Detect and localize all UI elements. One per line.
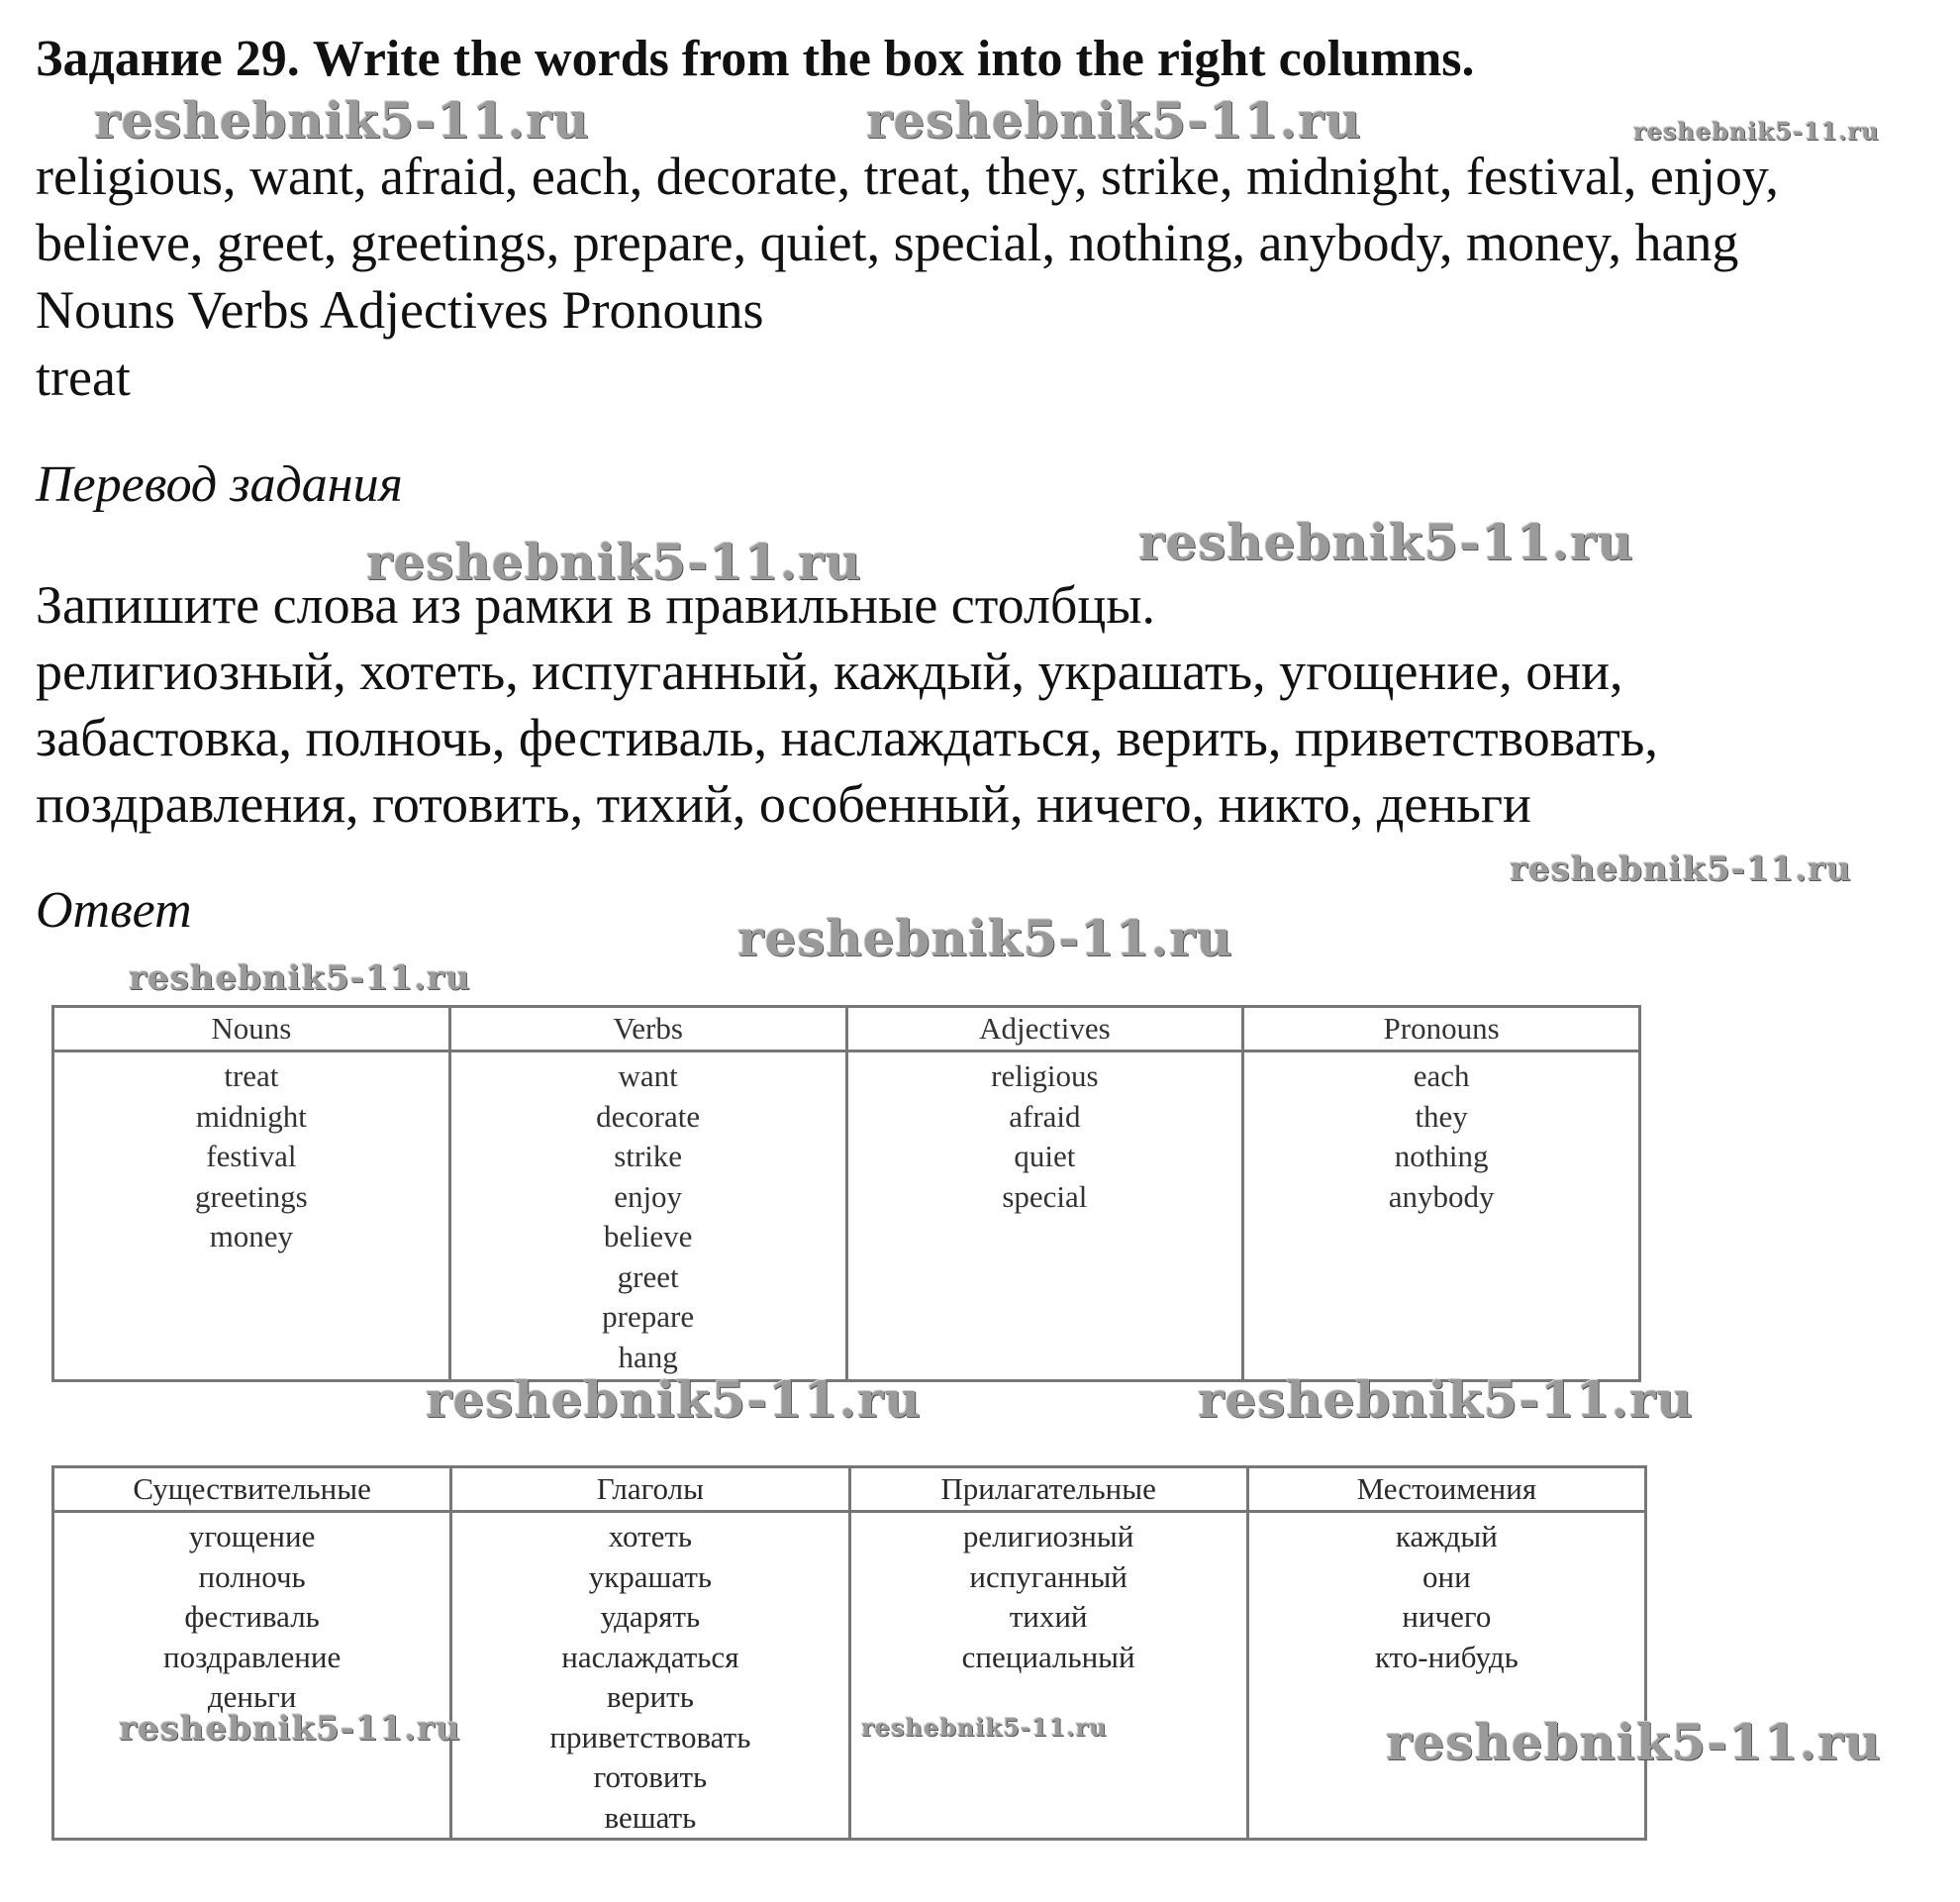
list-item: greetings (195, 1178, 308, 1214)
translation-words-line-2: забастовка, полночь, фестиваль, наслаждаться, верить, приветствовать, (36, 708, 1658, 767)
column-adjectives (846, 1051, 1243, 1381)
list-item: want (618, 1058, 678, 1093)
list-item: enjoy (614, 1178, 683, 1214)
table-row (53, 1512, 1646, 1840)
box-words-line-2: believe, greet, greetings, prepare, quiet, special, nothing, anybody, money, hang (36, 213, 1739, 272)
header-nouns-ru: Существительные (53, 1467, 451, 1512)
list-item: украшать (588, 1558, 713, 1594)
list-item: наслаждаться (561, 1639, 739, 1674)
answer-table-russian (51, 1465, 1647, 1841)
watermark: reshebnik5-11.ru (866, 91, 1362, 150)
list-item: готовить (593, 1759, 708, 1794)
list-item: special (1002, 1178, 1088, 1214)
list-item: each (1413, 1058, 1470, 1093)
list-item: тихий (1009, 1599, 1088, 1634)
list-item: полночь (198, 1558, 306, 1594)
watermark: reshebnik5-11.ru (119, 1709, 461, 1749)
list-item: decorate (596, 1098, 701, 1134)
translation-task: Запишите слова из рамки в правильные столбцы. (36, 575, 1156, 635)
header-pronouns-ru: Местоимения (1247, 1467, 1645, 1512)
list-item: festival (206, 1139, 297, 1173)
watermark: reshebnik5-11.ru (94, 91, 590, 150)
header-pronouns: Pronouns (1243, 1007, 1640, 1051)
list-item: вешать (604, 1799, 697, 1835)
list-item: ничего (1402, 1599, 1492, 1634)
list-item: хотеть (608, 1519, 693, 1553)
list-item: nothing (1394, 1139, 1489, 1173)
header-nouns: Nouns (53, 1007, 450, 1051)
watermark: reshebnik5-11.ru (129, 958, 471, 998)
translation-heading: Перевод задания (36, 456, 403, 513)
watermark: reshebnik5-11.ru (1198, 1370, 1694, 1429)
translation-words-line-1: религиозный, хотеть, испуганный, каждый, украшать, угощение, они, (36, 642, 1623, 701)
translation-words-line-3: поздравления, готовить, тихий, особенный, ничего, никто, деньги (36, 774, 1531, 834)
list-item: специальный (961, 1639, 1135, 1674)
answer-heading: Ответ (36, 882, 192, 939)
list-item: религиозный (962, 1519, 1134, 1553)
box-words-line-1: religious, want, afraid, each, decorate, treat, they, strike, midnight, festival, enjoy, (36, 147, 1779, 206)
watermark: reshebnik5-11.ru (861, 1713, 1108, 1742)
list-item: ударять (600, 1599, 701, 1634)
watermark: reshebnik5-11.ru (1138, 513, 1634, 571)
list-item: hang (618, 1339, 678, 1374)
table-header-row (53, 1007, 1640, 1051)
list-item: anybody (1388, 1178, 1495, 1214)
watermark: reshebnik5-11.ru (1633, 117, 1880, 146)
list-item: кто-нибудь (1374, 1639, 1519, 1674)
list-item: they (1415, 1098, 1468, 1134)
table-header-row (53, 1467, 1646, 1512)
list-item: midnight (195, 1098, 307, 1134)
watermark: reshebnik5-11.ru (1510, 850, 1852, 889)
watermark: reshebnik5-11.ru (737, 909, 1233, 967)
list-item: деньги (207, 1679, 297, 1714)
list-item: поздравление (163, 1639, 342, 1674)
column-verbs-ru (451, 1512, 849, 1840)
list-item: верить (606, 1679, 694, 1714)
list-item: они (1422, 1558, 1471, 1594)
task-title: Задание 29. Write the words from the box into the right columns. (36, 31, 1475, 87)
list-item: treat (224, 1058, 279, 1093)
columns-line: Nouns Verbs Adjectives Pronouns (36, 280, 764, 340)
list-item: фестиваль (184, 1599, 320, 1634)
list-item: religious (991, 1058, 1099, 1093)
list-item: каждый (1395, 1519, 1498, 1553)
list-item: угощение (188, 1519, 316, 1553)
header-verbs-ru: Глаголы (451, 1467, 849, 1512)
header-adjectives-ru: Прилагательные (849, 1467, 1247, 1512)
example-word: treat (36, 348, 131, 407)
list-item: испуганный (969, 1558, 1127, 1594)
header-adjectives: Adjectives (846, 1007, 1243, 1051)
header-verbs: Verbs (449, 1007, 846, 1051)
column-nouns (53, 1051, 450, 1381)
watermark: reshebnik5-11.ru (366, 533, 862, 591)
table-row (53, 1051, 1640, 1381)
list-item: money (209, 1219, 294, 1253)
list-item: strike (614, 1139, 683, 1173)
column-nouns-ru (53, 1512, 451, 1840)
column-verbs (449, 1051, 846, 1381)
list-item: quiet (1014, 1139, 1076, 1173)
answer-table-english (51, 1005, 1641, 1382)
watermark: reshebnik5-11.ru (426, 1370, 922, 1429)
list-item: greet (617, 1258, 679, 1294)
list-item: believe (603, 1219, 693, 1253)
list-item: afraid (1009, 1098, 1081, 1134)
column-adjectives-ru (849, 1512, 1247, 1840)
column-pronouns (1243, 1051, 1640, 1381)
list-item: приветствовать (549, 1719, 751, 1754)
watermark: reshebnik5-11.ru (1386, 1713, 1882, 1771)
column-pronouns-ru (1247, 1512, 1645, 1840)
list-item: prepare (602, 1299, 695, 1334)
